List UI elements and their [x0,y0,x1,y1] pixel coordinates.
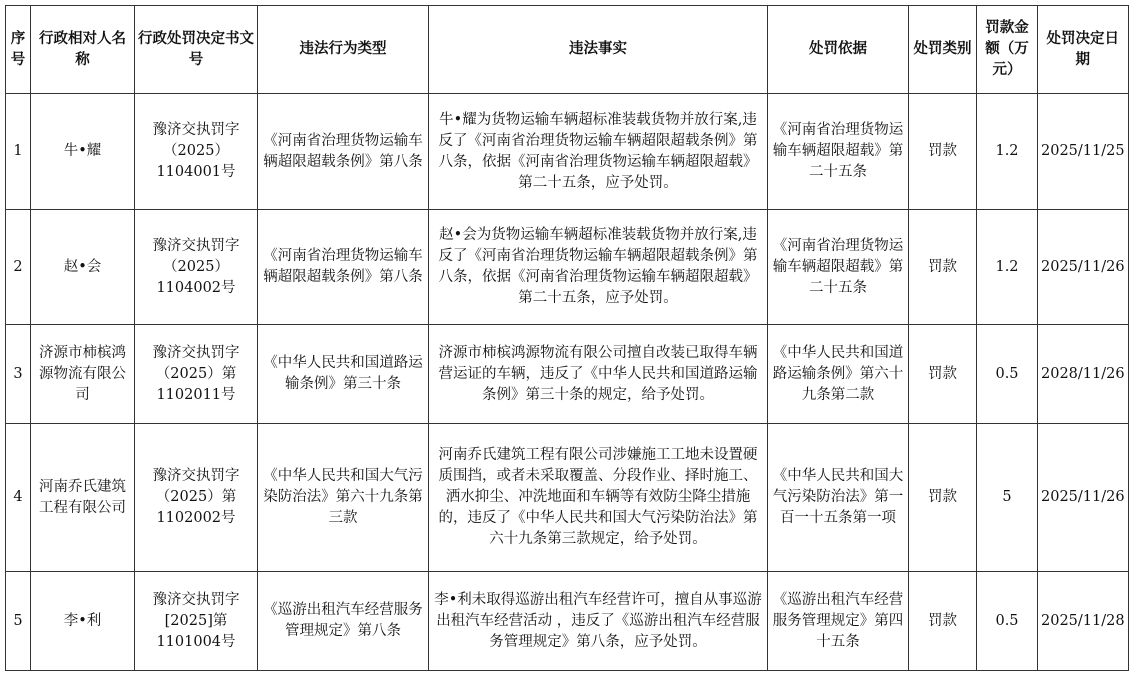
cell-category: 罚款 [909,325,977,424]
cell-basis: 《河南省治理货物运输车辆超限超载》第二十五条 [768,210,909,325]
header-party: 行政相对人名称 [31,6,135,94]
cell-category: 罚款 [909,210,977,325]
cell-basis: 《河南省治理货物运输车辆超限超载》第二十五条 [768,94,909,210]
penalty-table [5,5,1129,671]
cell-party: 济源市柿槟鸿源物流有限公司 [31,325,135,424]
cell-category: 罚款 [909,94,977,210]
cell-docno: 豫济交执罚字（2025）第1102002号 [135,424,258,572]
cell-date: 2025/11/26 [1038,210,1129,325]
cell-amount: 1.2 [977,94,1038,210]
header-date: 处罚决定日期 [1038,6,1129,94]
cell-date: 2025/11/25 [1038,94,1129,210]
cell-seq: 2 [6,210,31,325]
header-seq: 序号 [6,6,31,94]
cell-party: 赵•会 [31,210,135,325]
cell-amount: 0.5 [977,572,1038,671]
cell-seq: 5 [6,572,31,671]
cell-docno: 豫济交执罚字[2025]第1101004号 [135,572,258,671]
cell-date: 2025/11/26 [1038,424,1129,572]
cell-category: 罚款 [909,424,977,572]
header-row [6,6,1129,94]
cell-basis: 《巡游出租汽车经营服务管理规定》第四十五条 [768,572,909,671]
header-type: 违法行为类型 [258,6,429,94]
header-basis: 处罚依据 [768,6,909,94]
table-row [6,424,1129,572]
cell-type: 《巡游出租汽车经营服务管理规定》第八条 [258,572,429,671]
cell-docno: 豫济交执罚字（2025）1104001号 [135,94,258,210]
header-amount: 罚款金额（万元） [977,6,1038,94]
cell-amount: 5 [977,424,1038,572]
cell-facts: 牛•耀为货物运输车辆超标准装载货物并放行案,违反了《河南省治理货物运输车辆超限超载条例》第八条，依据《河南省治理货物运输车辆超限超载》第二十五条，应予处罚。 [429,94,768,210]
table-row [6,94,1129,210]
cell-party: 牛•耀 [31,94,135,210]
cell-amount: 1.2 [977,210,1038,325]
cell-facts: 济源市柿槟鸿源物流有限公司擅自改装已取得车辆营运证的车辆，违反了《中华人民共和国道路运输条例》第三十条的规定，给予处罚。 [429,325,768,424]
cell-amount: 0.5 [977,325,1038,424]
cell-party: 河南乔氏建筑工程有限公司 [31,424,135,572]
cell-seq: 3 [6,325,31,424]
cell-basis: 《中华人民共和国大气污染防治法》第一百一十五条第一项 [768,424,909,572]
cell-type: 《河南省治理货物运输车辆超限超载条例》第八条 [258,210,429,325]
cell-facts: 李•利未取得巡游出租汽车经营许可，擅自从事巡游出租汽车经营活动 ，违反了《巡游出租汽车经营服务管理规定》第八条，应予处罚。 [429,572,768,671]
cell-docno: 豫济交执罚字（2025）1104002号 [135,210,258,325]
cell-type: 《中华人民共和国大气污染防治法》第六十九条第三款 [258,424,429,572]
cell-docno: 豫济交执罚字（2025）第1102011号 [135,325,258,424]
cell-type: 《中华人民共和国道路运输条例》第三十条 [258,325,429,424]
cell-facts: 赵•会为货物运输车辆超标准装载货物并放行案,违反了《河南省治理货物运输车辆超限超载条例》第八条，依据《河南省治理货物运输车辆超限超载》第二十五条，应予处罚。 [429,210,768,325]
cell-basis: 《中华人民共和国道路运输条例》第六十九条第二款 [768,325,909,424]
table-row [6,325,1129,424]
table-row [6,572,1129,671]
table-row [6,210,1129,325]
cell-facts: 河南乔氏建筑工程有限公司涉嫌施工工地未设置硬质围挡，或者未采取覆盖、分段作业、择时施工、洒水抑尘、冲洗地面和车辆等有效防尘降尘措施的，违反了《中华人民共和国大气污染防治法》第六十九条第三款规定，给予处罚。 [429,424,768,572]
cell-party: 李•利 [31,572,135,671]
cell-date: 2025/11/28 [1038,572,1129,671]
header-docno: 行政处罚决定书文号 [135,6,258,94]
cell-date: 2028/11/26 [1038,325,1129,424]
cell-type: 《河南省治理货物运输车辆超限超载条例》第八条 [258,94,429,210]
cell-seq: 4 [6,424,31,572]
header-category: 处罚类别 [909,6,977,94]
header-facts: 违法事实 [429,6,768,94]
cell-category: 罚款 [909,572,977,671]
cell-seq: 1 [6,94,31,210]
